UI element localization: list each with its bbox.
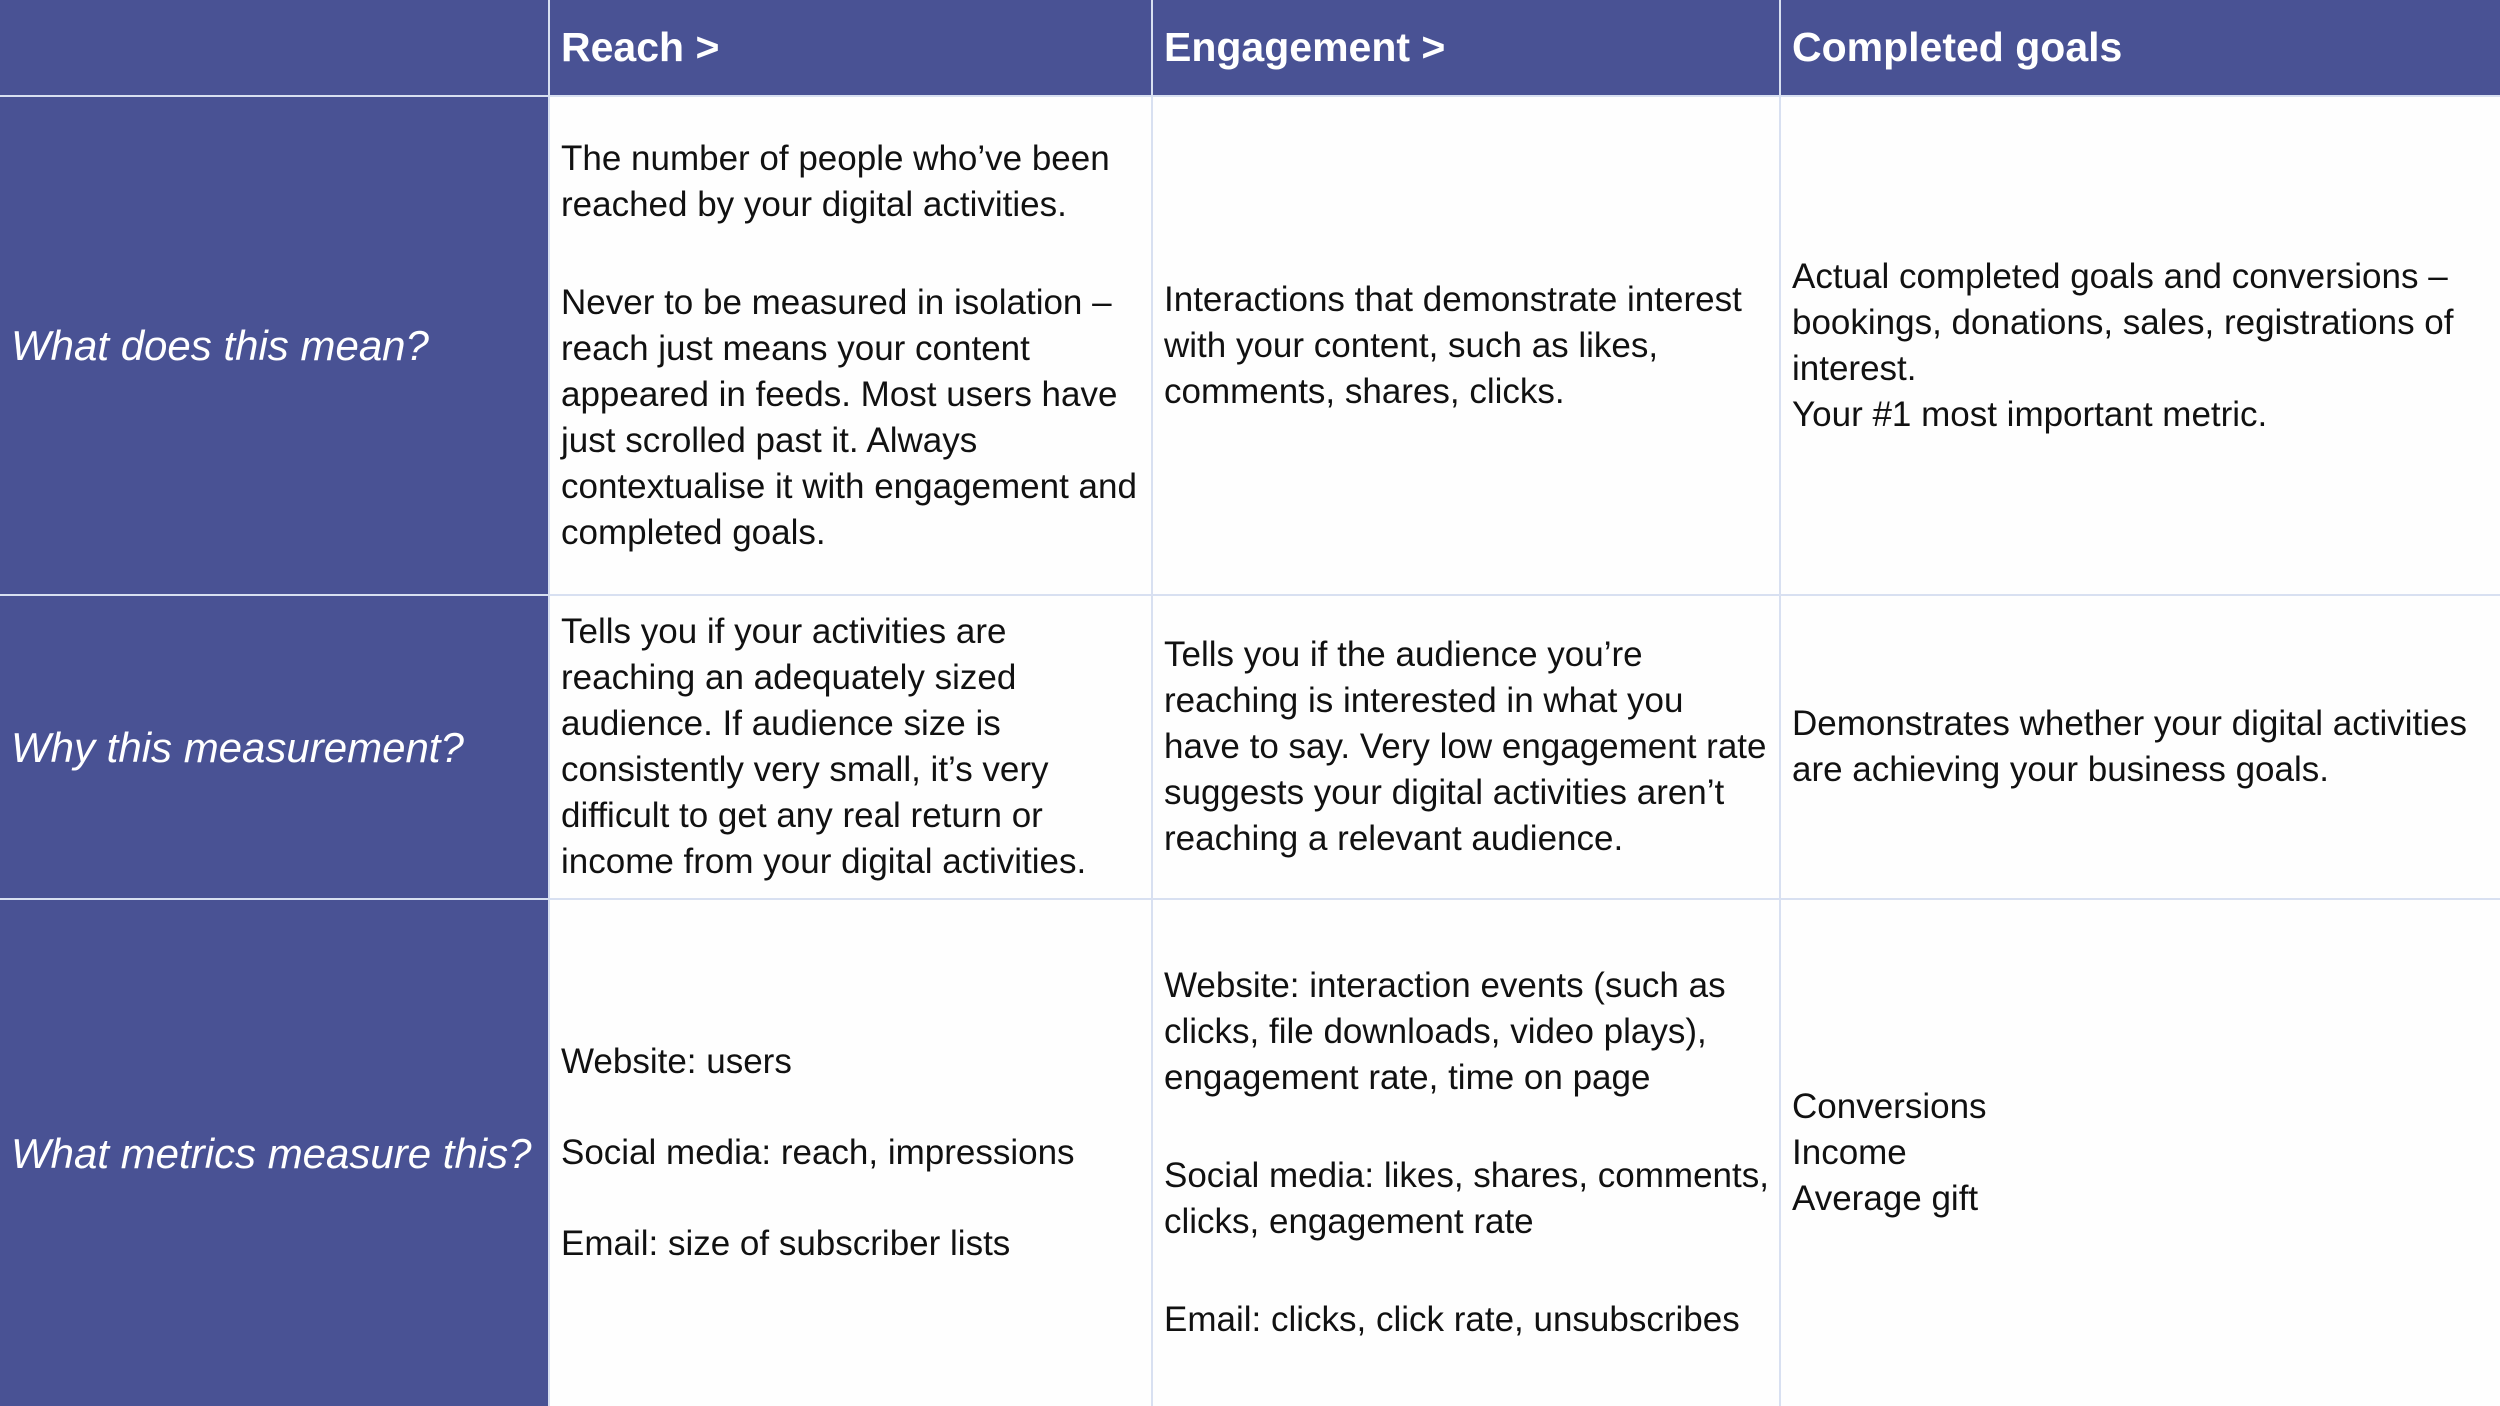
- engagement-meaning-cell: [1153, 97, 1781, 596]
- header-engagement: Engagement >: [1153, 0, 1781, 97]
- completed-metric-income: Income: [1792, 1133, 1907, 1172]
- completed-meaning-text-1: Actual completed goals and conversions – bookings, donations, sales, registrations of interest.: [1792, 256, 2454, 388]
- reach-meaning-cell: [550, 97, 1153, 596]
- engagement-why-text: Tells you if the audience you’re reaching is interested in what you have to say. Very low engagement rate suggests your digital activities aren’t reaching a relevant audience.: [1164, 635, 1767, 858]
- completed-metric-conversions: Conversions: [1792, 1087, 1987, 1126]
- completed-why-text: Demonstrates whether your digital activities are achieving your business goals.: [1792, 704, 2468, 789]
- engagement-metric-social: Social media: likes, shares, comments, clicks, engagement rate: [1164, 1156, 1769, 1241]
- reach-meaning-text-1: The number of people who’ve been reached by your digital activities.: [561, 138, 1110, 224]
- reach-metric-website: Website: users: [561, 1042, 792, 1081]
- engagement-why-cell: [1153, 596, 1781, 900]
- engagement-metrics-cell: [1153, 900, 1781, 1406]
- reach-metric-social: Social media: reach, impressions: [561, 1133, 1075, 1172]
- reach-meaning-text-2: Never to be measured in isolation – reach just means your content appeared in feeds. Most users have just scrolled past it. Always contextualise it with engagement and completed goals.: [561, 282, 1137, 552]
- row-label-meaning: What does this mean?: [0, 97, 550, 596]
- engagement-metric-email: Email: clicks, click rate, unsubscribes: [1164, 1300, 1740, 1339]
- header-completed-goals: Completed goals: [1781, 0, 2500, 97]
- reach-metrics-cell: [550, 900, 1153, 1406]
- reach-why-cell: [550, 596, 1153, 900]
- completed-metric-average-gift: Average gift: [1792, 1179, 1979, 1218]
- reach-why-text: Tells you if your activities are reaching an adequately sized audience. If audience size is consistently very small, it’s very difficult to get any real return or income from your digital activities.: [561, 612, 1087, 881]
- row-label-why: Why this measurement?: [0, 596, 550, 900]
- reach-metric-email: Email: size of subscriber lists: [561, 1224, 1011, 1263]
- completed-metrics-cell: [1781, 900, 2500, 1406]
- header-corner-cell: [0, 0, 550, 97]
- header-reach: Reach >: [550, 0, 1153, 97]
- engagement-meaning-text: Interactions that demonstrate interest with your content, such as likes, comments, shares, clicks.: [1164, 279, 1742, 411]
- completed-meaning-cell: [1781, 97, 2500, 596]
- engagement-metric-website: Website: interaction events (such as clicks, file downloads, video plays), engagement rate, time on page: [1164, 966, 1726, 1097]
- completed-meaning-text-2: Your #1 most important metric.: [1792, 394, 2268, 434]
- row-label-metrics: What metrics measure this?: [0, 900, 550, 1406]
- completed-why-cell: [1781, 596, 2500, 900]
